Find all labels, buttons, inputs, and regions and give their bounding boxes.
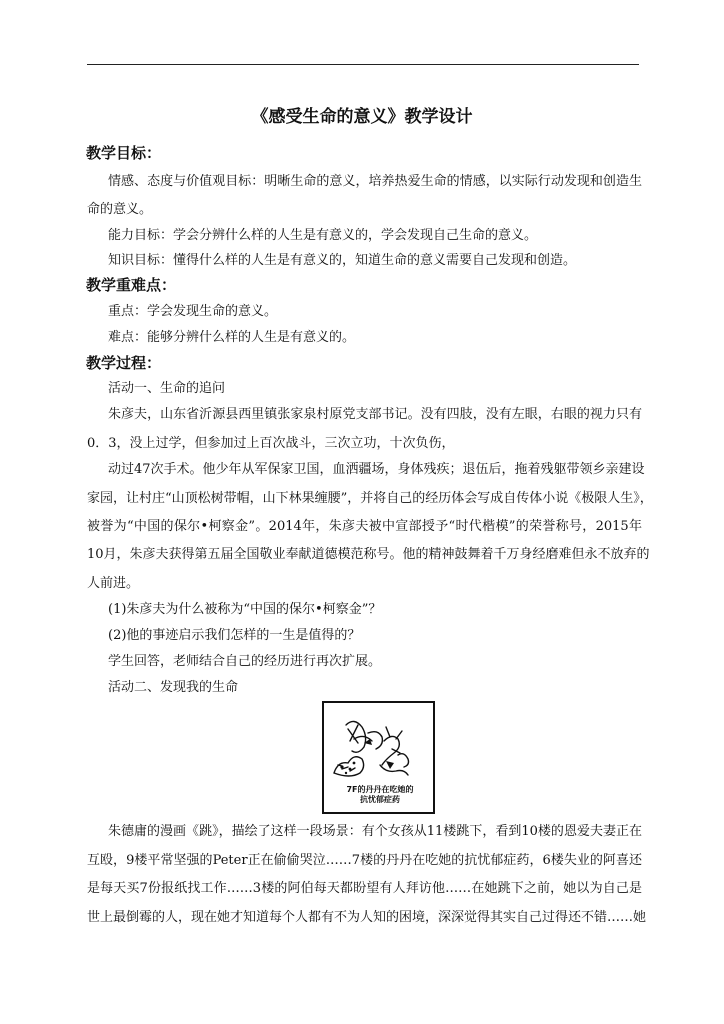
- page-title: 《感受生命的意义》教学设计: [251, 107, 473, 127]
- heading-key-points: 教学重难点：: [86, 276, 177, 294]
- header-rule: [87, 64, 639, 65]
- question-2: (2)他的事迹启示我们怎样的一生是值得的？: [108, 628, 361, 643]
- para2-line5: 人前进。: [87, 576, 140, 591]
- para2-line2: 家园，让村庄“山顶松树带帽，山下林果缠腰”，并将自己的经历体会写成自传体小说《极限人生》，: [87, 491, 653, 506]
- para3-line4: 世上最倒霉的人，现在她才知道每个人都有不为人知的困境，深深觉得其实自己过得还不错……她: [87, 910, 647, 925]
- para1-line2: 0．3，没上过学，但参加过上百次战斗，三次立功，十次负伤，: [87, 436, 455, 451]
- student-answer: 学生回答，老师结合自己的经历进行再次扩展。: [108, 654, 382, 669]
- goal-emotion-line2: 命的意义。: [87, 202, 153, 217]
- para3-line3: 是每天买7份报纸找工作……3楼的阿伯每天都盼望有人拜访他……在她跳下之前，她以为自己是: [87, 881, 642, 896]
- comic-illustration: [322, 701, 435, 814]
- question-1: (1)朱彦夫为什么被称为“中国的保尔•柯察金”？: [108, 602, 382, 617]
- para1-line1: 朱彦夫，山东省沂源县西里镇张家泉村原党支部书记。没有四肢，没有左眼，右眼的视力只有: [108, 407, 642, 422]
- goal-knowledge: 知识目标：懂得什么样的人生是有意义的，知道生命的意义需要自己发现和创造。: [108, 253, 577, 268]
- para2-line4: 10月，朱彦夫获得第五届全国敬业奉献道德模范称号。他的精神鼓舞着千万身经磨难但永不放弃的: [87, 547, 650, 562]
- para2-line3: 被誉为“中国的保尔•柯察金”。2014年，朱彦夫被中宣部授予“时代楷模”的荣誉称号，2015年: [87, 519, 642, 534]
- para3-line2: 互殴，9楼平常坚强的Peter正在偷偷哭泣……7楼的丹丹在吃她的抗忧郁症药，6楼失业的阿喜还: [87, 853, 642, 868]
- activity2-title: 活动二、发现我的生命: [108, 680, 239, 695]
- activity1-title: 活动一、生命的追问: [108, 381, 226, 396]
- key-focus: 重点：学会发现生命的意义。: [108, 304, 278, 319]
- para3-line1: 朱德庸的漫画《跳》，描绘了这样一段场景：有个女孩从11楼跳下，看到10楼的恩爱夫妻正在: [108, 824, 642, 839]
- figure-caption-line2: 抗忧郁症药: [360, 795, 400, 804]
- key-difficulty: 难点：能够分辨什么样的人生是有意义的。: [108, 330, 356, 345]
- goal-ability: 能力目标：学会分辨什么样的人生是有意义的，学会发现自己生命的意义。: [108, 228, 538, 243]
- figure-caption-line1: 7F的丹丹在吃她的: [346, 785, 414, 794]
- goal-emotion-line1: 情感、态度与价值观目标：明晰生命的意义，培养热爱生命的情感，以实际行动发现和创造生: [108, 174, 642, 189]
- heading-goals: 教学目标：: [86, 144, 162, 162]
- para2-line1: 动过47次手术。他少年从军保家卫国，血洒疆场，身体残疾；退伍后，拖着残躯带领乡亲建设: [108, 462, 645, 477]
- heading-process: 教学过程：: [86, 354, 162, 372]
